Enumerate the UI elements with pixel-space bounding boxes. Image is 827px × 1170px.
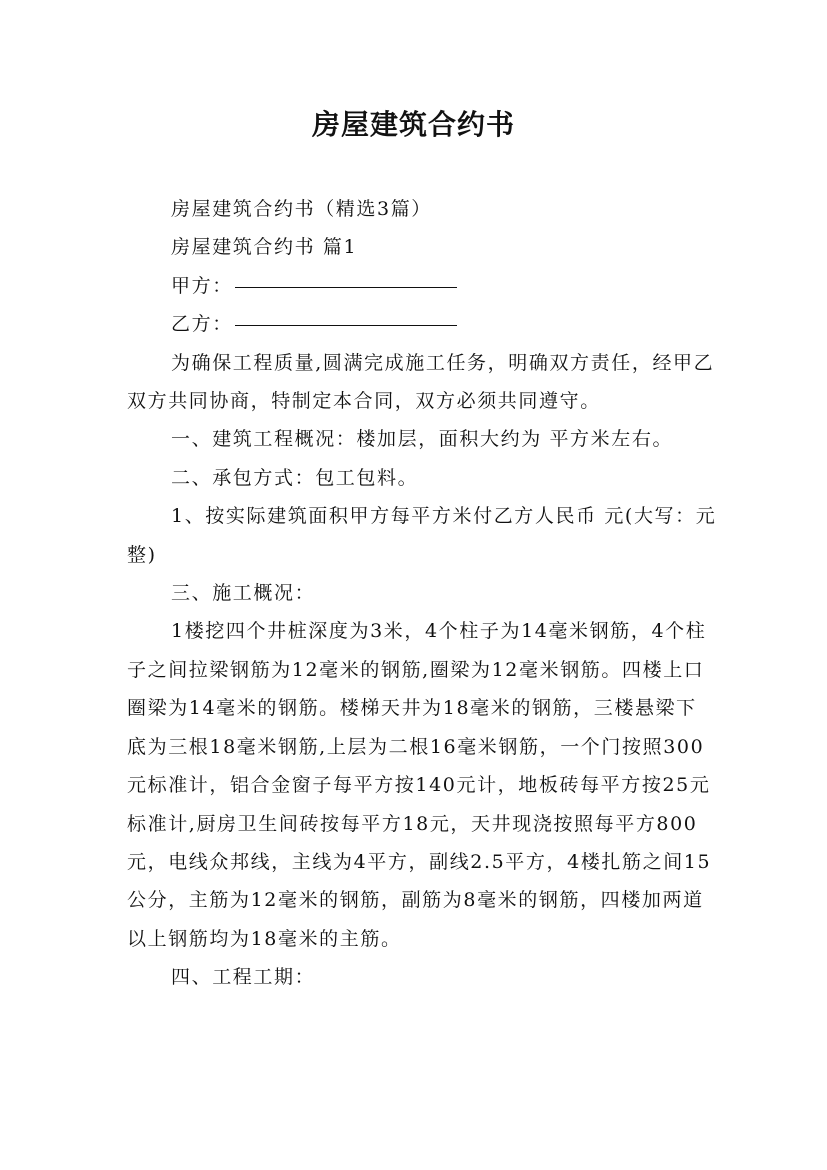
construction-detail-paragraph: 1楼挖四个井桩深度为3米，4个柱子为14毫米钢筋，4个柱子之间拉梁钢筋为12毫米的钢筋,圈梁为12毫米钢筋。四楼上口圈梁为14毫米的钢筋。楼梯天井为18毫米的钢筋，三楼悬梁下底为三根18毫米钢筋,上层为二根16毫米钢筋，一个门按照300元标准计，铝合金窗子每平方按140元计，地板砖每平方按25元标准计,厨房卫生间砖按每平方18元，天井现浇按照每平方800元，电线众邦线，主线为4平方，副线2.5平方，4楼扎筋之间15公分，主筋为12毫米的钢筋，副筋为8毫米的钢筋，四楼加两道以上钢筋均为18毫米的主筋。 xyxy=(127,620,712,950)
payment-paragraph: 1、按实际建筑面积甲方每平方米付乙方人民币 元(大写：元整) xyxy=(127,505,717,566)
party-b-label: 乙方： xyxy=(171,313,233,336)
section-heading: 房屋建筑合约书 篇1 xyxy=(171,236,358,259)
party-b-blank xyxy=(235,323,457,326)
contract-mode-paragraph: 二、承包方式：包工包料。 xyxy=(171,466,419,489)
document-title: 房屋建筑合约书 xyxy=(311,108,515,141)
intro-paragraph: 为确保工程质量,圆满完成施工任务，明确双方责任，经甲乙双方共同协商，特制定本合同，双方必须共同遵守。 xyxy=(127,351,715,413)
schedule-heading: 四、工程工期： xyxy=(171,966,316,989)
party-b-line xyxy=(127,305,717,343)
document-body xyxy=(127,190,717,997)
party-a-label: 甲方： xyxy=(171,274,233,297)
party-a-line xyxy=(127,267,717,305)
overview-paragraph: 一、建筑工程概况：楼加层，面积大约为 平方米左右。 xyxy=(171,428,674,451)
construction-heading: 三、施工概况： xyxy=(171,582,316,605)
document-subtitle: 房屋建筑合约书（精选3篇） xyxy=(171,198,432,220)
party-a-blank xyxy=(235,285,457,288)
